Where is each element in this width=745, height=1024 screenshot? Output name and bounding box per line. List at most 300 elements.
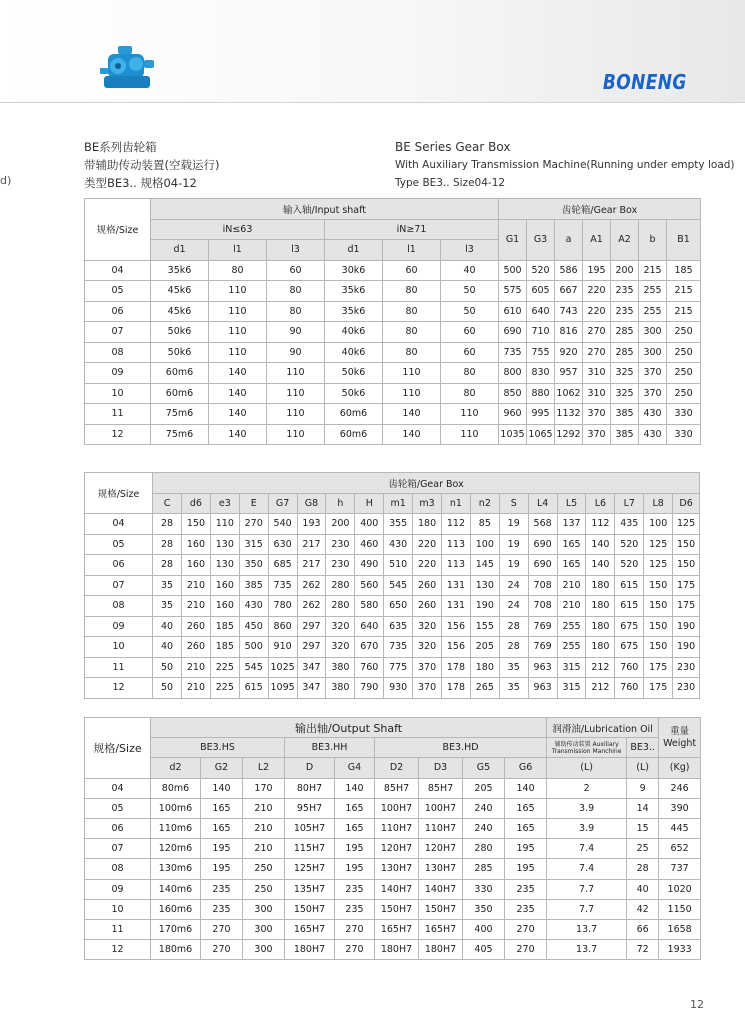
table-cell: 50 xyxy=(153,678,182,699)
table-cell: 150 xyxy=(673,534,700,555)
table-cell: 105H7 xyxy=(285,818,335,838)
brand-logo: BONENG xyxy=(603,70,687,94)
table-cell: 80 xyxy=(383,322,441,343)
table-cell: 650 xyxy=(384,596,413,617)
col-header: L6 xyxy=(586,493,615,514)
table-cell: 120H7 xyxy=(375,839,419,859)
table-cell: 193 xyxy=(297,514,326,535)
output-shaft-table xyxy=(84,717,701,960)
lube-oil-header: 润滑油/Lubrication Oil xyxy=(547,718,659,738)
table-cell: 270 xyxy=(335,919,375,939)
table-cell: 545 xyxy=(239,657,268,678)
table-cell: 262 xyxy=(297,575,326,596)
table-cell: 205 xyxy=(470,637,499,658)
table-cell: 130H7 xyxy=(375,859,419,879)
table-cell: 9 xyxy=(627,778,659,798)
table-cell: 80 xyxy=(441,363,499,384)
table-cell: 180 xyxy=(586,616,615,637)
size-cell: 08 xyxy=(85,342,151,363)
table-cell: 115H7 xyxy=(285,839,335,859)
col-header: L7 xyxy=(615,493,644,514)
col-header: E xyxy=(239,493,268,514)
col-header: d1 xyxy=(325,240,383,261)
title-cn-line3: 类型BE3.. 规格04-12 xyxy=(84,176,197,190)
col-header: n1 xyxy=(442,493,471,514)
table-row xyxy=(85,596,700,617)
table-cell: 210 xyxy=(557,596,586,617)
table-cell: 769 xyxy=(528,637,557,658)
size-cell: 06 xyxy=(85,301,151,322)
table-cell: 125 xyxy=(673,514,700,535)
table-cell: 520 xyxy=(527,260,555,281)
table-cell: 160m6 xyxy=(151,899,201,919)
table-cell: 80 xyxy=(209,260,267,281)
table-cell: 25 xyxy=(627,839,659,859)
table-cell: 220 xyxy=(583,281,611,302)
gearbox-product-image xyxy=(100,42,158,98)
table-cell: 640 xyxy=(527,301,555,322)
table-cell: 3.9 xyxy=(547,818,627,838)
size-cell: 10 xyxy=(85,899,151,919)
size-cell: 06 xyxy=(85,555,153,576)
table-cell: 200 xyxy=(326,514,355,535)
table-cell: 28 xyxy=(153,514,182,535)
table-cell: 210 xyxy=(243,818,285,838)
table-cell: 225 xyxy=(210,678,239,699)
table-cell: 270 xyxy=(505,940,547,960)
table-cell: 210 xyxy=(557,575,586,596)
size-cell: 11 xyxy=(85,404,151,425)
table-cell: 957 xyxy=(555,363,583,384)
table-cell: 260 xyxy=(181,616,210,637)
table-cell: 1095 xyxy=(268,678,297,699)
be3hh-header: BE3.HH xyxy=(285,738,375,758)
table-cell: 270 xyxy=(505,919,547,939)
col-header: (L) xyxy=(627,758,659,778)
table-cell: 19 xyxy=(499,514,528,535)
table-cell: 560 xyxy=(355,575,384,596)
table-cell: 85 xyxy=(470,514,499,535)
table-cell: 215 xyxy=(667,301,701,322)
table-cell: 385 xyxy=(611,404,639,425)
table-cell: 175 xyxy=(644,678,673,699)
table-cell: 50k6 xyxy=(325,383,383,404)
table-cell: 140 xyxy=(383,424,441,445)
col-header: l1 xyxy=(209,240,267,261)
table-cell: 605 xyxy=(527,281,555,302)
ratio-le-63-header: iN≤63 xyxy=(151,219,325,240)
table-cell: 350 xyxy=(239,555,268,576)
table-cell: 50k6 xyxy=(151,322,209,343)
table-cell: 100m6 xyxy=(151,798,201,818)
table-cell: 315 xyxy=(239,534,268,555)
table-row xyxy=(85,818,701,838)
table-cell: 690 xyxy=(528,555,557,576)
table-cell: 830 xyxy=(527,363,555,384)
table-cell: 60m6 xyxy=(325,404,383,425)
table-cell: 370 xyxy=(583,404,611,425)
table-cell: 1658 xyxy=(659,919,701,939)
table-cell: 175 xyxy=(673,596,700,617)
table-cell: 195 xyxy=(335,839,375,859)
table-cell: 735 xyxy=(384,637,413,658)
size-cell: 09 xyxy=(85,616,153,637)
table-cell: 170 xyxy=(243,778,285,798)
table-cell: 225 xyxy=(210,657,239,678)
table-cell: 120H7 xyxy=(419,839,463,859)
table-cell: 180m6 xyxy=(151,940,201,960)
be3-header: BE3.. xyxy=(627,738,659,758)
table-cell: 140 xyxy=(335,778,375,798)
table-cell: 220 xyxy=(583,301,611,322)
size-header: 规格/Size xyxy=(85,473,153,514)
table-cell: 125 xyxy=(644,555,673,576)
table-cell: 175 xyxy=(644,657,673,678)
table-cell: 1035 xyxy=(499,424,527,445)
size-header: 规格/Size xyxy=(85,718,151,779)
table-cell: 235 xyxy=(505,879,547,899)
table-cell: 205 xyxy=(463,778,505,798)
table-cell: 635 xyxy=(384,616,413,637)
table-cell: 170m6 xyxy=(151,919,201,939)
table-cell: 40 xyxy=(153,616,182,637)
table-cell: 690 xyxy=(499,322,527,343)
table-row xyxy=(85,899,701,919)
table-cell: 131 xyxy=(442,575,471,596)
table-cell: 50 xyxy=(153,657,182,678)
table-cell: 66 xyxy=(627,919,659,939)
table-cell: 40 xyxy=(153,637,182,658)
table-cell: 850 xyxy=(499,383,527,404)
table-cell: 156 xyxy=(442,637,471,658)
table-cell: 615 xyxy=(615,596,644,617)
table-cell: 140 xyxy=(201,778,243,798)
table-cell: 131 xyxy=(442,596,471,617)
size-cell: 11 xyxy=(85,919,151,939)
table-cell: 445 xyxy=(659,818,701,838)
table-cell: 737 xyxy=(659,859,701,879)
table-cell: 212 xyxy=(586,657,615,678)
table-cell: 670 xyxy=(355,637,384,658)
table-cell: 165 xyxy=(557,534,586,555)
table-cell: 110 xyxy=(267,383,325,404)
title-en-line3: Type BE3.. Size04-12 xyxy=(395,177,506,189)
table-cell: 35k6 xyxy=(325,281,383,302)
aux-machine-header: 辅助传动装置 Auxiliary Transmission Manchine xyxy=(547,738,627,758)
table-row xyxy=(85,798,701,818)
table-cell: 195 xyxy=(583,260,611,281)
col-header: G3 xyxy=(527,219,555,260)
table-cell: 270 xyxy=(201,940,243,960)
table-cell: 250 xyxy=(243,879,285,899)
table-cell: 45k6 xyxy=(151,281,209,302)
table-cell: 72 xyxy=(627,940,659,960)
table-cell: 690 xyxy=(528,534,557,555)
table-cell: 165H7 xyxy=(285,919,335,939)
table-cell: 330 xyxy=(463,879,505,899)
table-cell: 1292 xyxy=(555,424,583,445)
table-cell: 160 xyxy=(210,575,239,596)
table-cell: 60m6 xyxy=(151,363,209,384)
col-header: D xyxy=(285,758,335,778)
table-cell: 95H7 xyxy=(285,798,335,818)
gear-box-header: 齿轮箱/Gear Box xyxy=(153,473,700,494)
table-cell: 270 xyxy=(335,940,375,960)
table-cell: 165 xyxy=(505,818,547,838)
col-header: G8 xyxy=(297,493,326,514)
table-cell: 210 xyxy=(181,678,210,699)
table-cell: 60 xyxy=(383,260,441,281)
table-cell: 615 xyxy=(239,678,268,699)
table-cell: 35k6 xyxy=(325,301,383,322)
table-cell: 260 xyxy=(181,637,210,658)
table-cell: 195 xyxy=(505,859,547,879)
table-cell: 280 xyxy=(326,596,355,617)
table-cell: 140H7 xyxy=(375,879,419,899)
table-cell: 235 xyxy=(201,899,243,919)
table-cell: 80 xyxy=(383,281,441,302)
table-cell: 28 xyxy=(627,859,659,879)
table-cell: 14 xyxy=(627,798,659,818)
table-cell: 165 xyxy=(335,798,375,818)
table-cell: 240 xyxy=(463,818,505,838)
table-cell: 370 xyxy=(583,424,611,445)
table-row xyxy=(85,363,701,384)
table-cell: 390 xyxy=(659,798,701,818)
table-cell: 265 xyxy=(470,678,499,699)
table-cell: 300 xyxy=(243,899,285,919)
table-cell: 540 xyxy=(268,514,297,535)
table-cell: 675 xyxy=(615,637,644,658)
table-cell: 760 xyxy=(615,657,644,678)
table-cell: 930 xyxy=(384,678,413,699)
input-shaft-table xyxy=(84,198,701,445)
table-cell: 80 xyxy=(267,301,325,322)
title-cn xyxy=(84,138,219,192)
table-cell: 110 xyxy=(209,301,267,322)
table-cell: 760 xyxy=(615,678,644,699)
table-cell: 2 xyxy=(547,778,627,798)
be3hd-header: BE3.HD xyxy=(375,738,547,758)
table-cell: 320 xyxy=(413,616,442,637)
table-cell: 355 xyxy=(384,514,413,535)
table-cell: 235 xyxy=(611,301,639,322)
table-cell: 370 xyxy=(413,678,442,699)
table-cell: 180 xyxy=(586,575,615,596)
weight-header: 重量 Weight xyxy=(659,718,701,758)
table-cell: 240 xyxy=(463,798,505,818)
table-cell: 300 xyxy=(639,342,667,363)
table-cell: 400 xyxy=(355,514,384,535)
table-cell: 405 xyxy=(463,940,505,960)
table-cell: 60 xyxy=(441,322,499,343)
table-cell: 110 xyxy=(267,363,325,384)
table-cell: 270 xyxy=(239,514,268,535)
table-cell: 347 xyxy=(297,657,326,678)
table-cell: 140 xyxy=(586,534,615,555)
table-cell: 150 xyxy=(644,637,673,658)
table-cell: 165H7 xyxy=(419,919,463,939)
table-cell: 13.7 xyxy=(547,919,627,939)
table-cell: 217 xyxy=(297,534,326,555)
table-cell: 350 xyxy=(463,899,505,919)
table-cell: 652 xyxy=(659,839,701,859)
table-cell: 28 xyxy=(153,534,182,555)
table-cell: 112 xyxy=(442,514,471,535)
size-cell: 07 xyxy=(85,322,151,343)
table-cell: 150 xyxy=(644,596,673,617)
table-cell: 120m6 xyxy=(151,839,201,859)
table-cell: 130H7 xyxy=(419,859,463,879)
table-cell: 80 xyxy=(267,281,325,302)
table-cell: 150 xyxy=(644,575,673,596)
table-cell: 40k6 xyxy=(325,342,383,363)
col-header: L8 xyxy=(644,493,673,514)
table-cell: 113 xyxy=(442,555,471,576)
table-cell: 270 xyxy=(583,342,611,363)
col-header: D6 xyxy=(673,493,700,514)
table-cell: 385 xyxy=(239,575,268,596)
table-cell: 24 xyxy=(499,596,528,617)
table-cell: 145 xyxy=(470,555,499,576)
col-header: l1 xyxy=(383,240,441,261)
table-cell: 75m6 xyxy=(151,424,209,445)
table-cell: 195 xyxy=(201,839,243,859)
table-cell: 150 xyxy=(181,514,210,535)
table-cell: 270 xyxy=(201,919,243,939)
table-cell: 100 xyxy=(470,534,499,555)
gear-box-header: 齿轮箱/Gear Box xyxy=(499,199,701,220)
table-cell: 325 xyxy=(611,363,639,384)
table-cell: 50 xyxy=(441,281,499,302)
table-cell: 180 xyxy=(413,514,442,535)
table-cell: 190 xyxy=(673,637,700,658)
table-cell: 270 xyxy=(583,322,611,343)
col-header: G5 xyxy=(463,758,505,778)
table-cell: 180H7 xyxy=(375,940,419,960)
table-row xyxy=(85,404,701,425)
col-header: G1 xyxy=(499,219,527,260)
table-cell: 110H7 xyxy=(375,818,419,838)
table-row xyxy=(85,657,700,678)
table-cell: 215 xyxy=(667,281,701,302)
table-cell: 230 xyxy=(673,657,700,678)
table-cell: 860 xyxy=(268,616,297,637)
table-cell: 7.4 xyxy=(547,859,627,879)
table-cell: 80 xyxy=(383,301,441,322)
table-cell: 255 xyxy=(639,301,667,322)
table-cell: 85H7 xyxy=(375,778,419,798)
ratio-ge-71-header: iN≥71 xyxy=(325,219,499,240)
table-cell: 200 xyxy=(611,260,639,281)
table-cell: 430 xyxy=(639,404,667,425)
table-cell: 140 xyxy=(586,555,615,576)
table-cell: 380 xyxy=(326,678,355,699)
size-cell: 12 xyxy=(85,424,151,445)
table-cell: 185 xyxy=(210,616,239,637)
table-cell: 210 xyxy=(181,596,210,617)
table-row xyxy=(85,534,700,555)
table-cell: 50 xyxy=(441,301,499,322)
table-cell: 230 xyxy=(326,555,355,576)
table-row xyxy=(85,555,700,576)
table-cell: 180 xyxy=(586,637,615,658)
table-cell: 28 xyxy=(499,616,528,637)
table-cell: 320 xyxy=(413,637,442,658)
size-cell: 10 xyxy=(85,637,153,658)
size-cell: 05 xyxy=(85,534,153,555)
table-cell: 800 xyxy=(499,363,527,384)
table-cell: 100 xyxy=(644,514,673,535)
table-cell: 165 xyxy=(557,555,586,576)
table-cell: 370 xyxy=(639,363,667,384)
page-number: 12 xyxy=(690,998,704,1011)
table-cell: 40 xyxy=(441,260,499,281)
col-header: L4 xyxy=(528,493,557,514)
size-cell: 12 xyxy=(85,940,151,960)
table-cell: 300 xyxy=(243,940,285,960)
table-row xyxy=(85,322,701,343)
table-cell: 1933 xyxy=(659,940,701,960)
col-header: D3 xyxy=(419,758,463,778)
table-cell: 100H7 xyxy=(375,798,419,818)
col-header: l3 xyxy=(267,240,325,261)
table-cell: 675 xyxy=(615,616,644,637)
table-cell: 1150 xyxy=(659,899,701,919)
table-cell: 137 xyxy=(557,514,586,535)
table-cell: 735 xyxy=(499,342,527,363)
table-cell: 110 xyxy=(441,404,499,425)
table-cell: 140 xyxy=(383,404,441,425)
table-cell: 910 xyxy=(268,637,297,658)
table-cell: 255 xyxy=(557,616,586,637)
table-cell: 610 xyxy=(499,301,527,322)
table-cell: 7.7 xyxy=(547,879,627,899)
table-cell: 110 xyxy=(267,424,325,445)
table-cell: 42 xyxy=(627,899,659,919)
table-cell: 60 xyxy=(441,342,499,363)
table-cell: 315 xyxy=(557,678,586,699)
table-cell: 769 xyxy=(528,616,557,637)
table-cell: 180H7 xyxy=(419,940,463,960)
table-cell: 100H7 xyxy=(419,798,463,818)
table-cell: 380 xyxy=(326,657,355,678)
col-header: B1 xyxy=(667,219,701,260)
table-cell: 140 xyxy=(209,424,267,445)
table-cell: 262 xyxy=(297,596,326,617)
table-cell: 347 xyxy=(297,678,326,699)
table-cell: 255 xyxy=(557,637,586,658)
size-cell: 04 xyxy=(85,778,151,798)
title-cn-line1: BE系列齿轮箱 xyxy=(84,140,157,154)
table-cell: 816 xyxy=(555,322,583,343)
table-cell: 920 xyxy=(555,342,583,363)
table-cell: 110 xyxy=(209,281,267,302)
table-row xyxy=(85,575,700,596)
table-cell: 160 xyxy=(181,555,210,576)
table-row xyxy=(85,514,700,535)
col-header: G7 xyxy=(268,493,297,514)
table-cell: 210 xyxy=(181,575,210,596)
table-cell: 1025 xyxy=(268,657,297,678)
table-cell: 685 xyxy=(268,555,297,576)
table-cell: 212 xyxy=(586,678,615,699)
table-cell: 255 xyxy=(639,281,667,302)
table-cell: 35 xyxy=(499,657,528,678)
table-cell: 310 xyxy=(583,383,611,404)
table-cell: 430 xyxy=(639,424,667,445)
table-cell: 743 xyxy=(555,301,583,322)
